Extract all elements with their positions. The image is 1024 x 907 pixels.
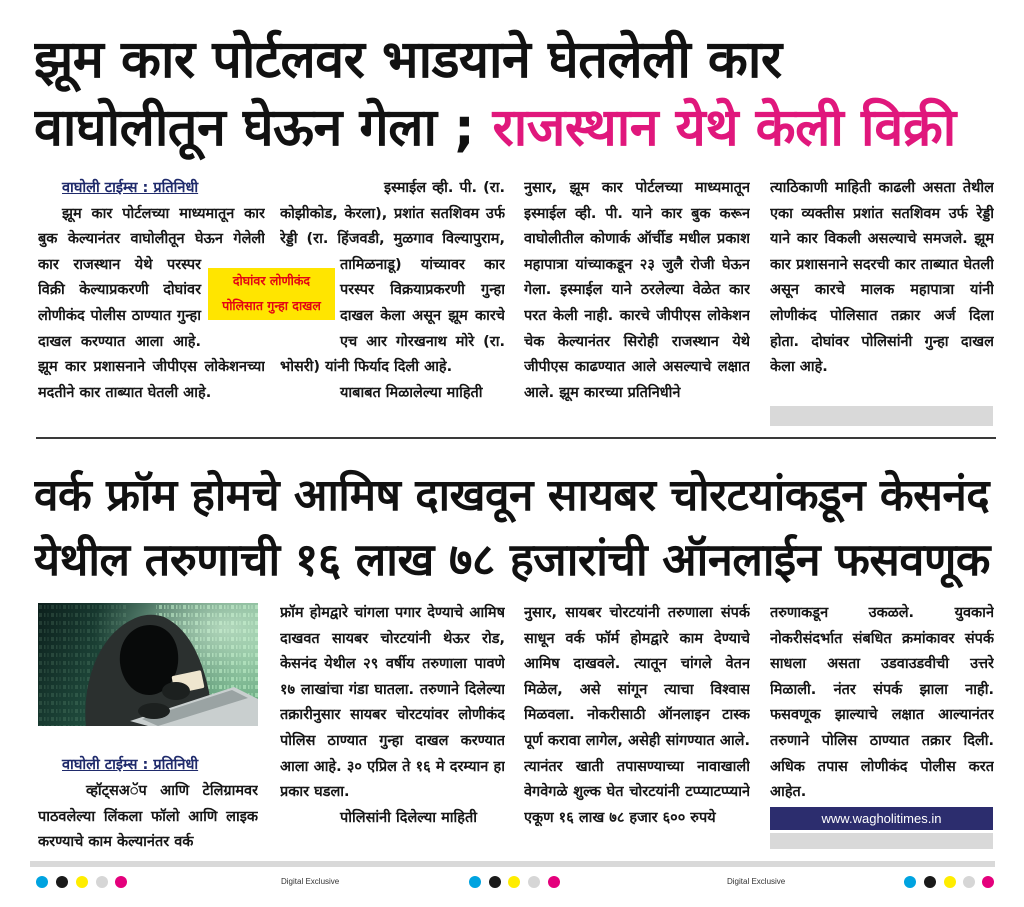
registration-dot-cyan (904, 876, 916, 888)
article-2-column-2-paragraph-2 (280, 806, 505, 832)
headline-1-line-2-accent: राजस्थान येथे केली विक्री (492, 98, 956, 158)
article-1-column-4-text: त्याठिकाणी माहिती काढली असता तेथील एका व्यक्तीस प्रशांत सतशिवम उर्फ रेड्डी याने कार विकली असल्याचे समजले. झूम कार प्रशासनाने सदरची कार ताब्यात घेतली असून कारचे मालक महापात्रा यांनी लोणीकंद पोलिसात तक्रार अर्ज दिला होता. दोघांवर पोलिसांनी गुन्हा दाखल केला आहे. (770, 180, 994, 376)
article-2-column-2-text-1: फ्रॉम होमद्वारे चांगला पगार देण्याचे आमिष दाखवत सायबर चोरटयांनी थेऊर रोड, केसनंद येथील २९ वर्षीय तरुणाला पावणे १७ लाखांचा गंडा घातला. तरुणाने दिलेल्या तक्रारीनुसार सायबर चोरटयांवर लोणीकंद पोलिस ठाण्यात गुन्हा दाखल करण्यात आला आहे. ३० एप्रिल ते १६ मे दरम्यान हा प्रकार घडला. (280, 605, 505, 801)
section-divider (36, 437, 996, 439)
registration-dot-grey (963, 876, 975, 888)
headline-2-line-2: येथील तरुणाची १६ लाख ७८ हजारांची ऑनलाईन फसवणूक (34, 533, 990, 586)
article-2-column-2-paragraph-1 (280, 601, 505, 806)
registration-dot-black (56, 876, 68, 888)
callout-line-1: दोघांवर लोणीकंद (232, 273, 311, 288)
registration-dot-cyan (36, 876, 48, 888)
article-1-column-2-text-2: याबाबत मिळालेल्या माहिती (340, 384, 483, 401)
gloved-hand-left (138, 703, 170, 719)
headline-1-line-1: झूम कार पोर्टलवर भाडयाने घेतलेली कार (34, 30, 782, 90)
article-2-column-4-text: तरुणाकडून उकळले. युवकाने नोकरीसंदर्भात संबधित क्रमांकावर संपर्क साधला असता उडवाउडवीची उत्तरे मिळाली. नंतर संपर्क झाला नाही. फसवणूक झाल्याचे लक्षात आल्यानंतर तरुणाने पोलिस ठाण्यात तक्रार दिली. अधिक तपास लोणीकंद पोलीस करत आहेत. (770, 605, 994, 801)
headline-1-line-2 (34, 96, 996, 162)
registration-dot-yellow (76, 876, 88, 888)
article-1-column-3 (524, 176, 750, 433)
registration-dot-magenta (982, 876, 994, 888)
article-2-column-4 (770, 601, 994, 806)
website-box: www.wagholitimes.in (770, 807, 993, 830)
registration-dot-grey (96, 876, 108, 888)
article-2-end-bar (770, 833, 993, 849)
footer-label-left: Digital Exclusive (281, 877, 340, 886)
article-2-column-3-text: नुसार, सायबर चोरटयांनी तरुणाला संपर्क साधून वर्क फॉर्म होमद्वारे काम देण्याचे आमिष दाखवले. त्यातून चांगले वेतन मिळेल, असे सांगून त्याचा विश्वास मिळवला. नोकरीसाठी ऑनलाइन टास्क पूर्ण करावा लागेल, असेही सांगण्यात आले. त्यानंतर खाती तपासण्याच्या नावाखाली वेगवेगळे शुल्क घेत चोरटयांनी टप्प्याटप्प्याने एकूण १६ लाख ७८ हजार ६०० रुपये (524, 605, 750, 826)
article-2-column-2-text-2: पोलिसांनी दिलेल्या माहिती (340, 809, 478, 826)
article-1-byline: वाघोली टाईम्स : प्रतिनिधी (62, 180, 199, 196)
headline-2-line-1: वर्क फ्रॉम होमचे आमिष दाखवून सायबर चोरटयांकडून केसनंद (34, 470, 990, 521)
article-2-byline-wrap (38, 753, 265, 779)
article-1-column-4-paragraph (770, 176, 994, 381)
article-1-end-bar (770, 406, 993, 426)
article-1-column-3-paragraph (524, 176, 750, 406)
registration-dot-black (489, 876, 501, 888)
registration-dot-yellow (944, 876, 956, 888)
registration-dot-yellow (508, 876, 520, 888)
article-1-column-2-text-1: इस्माईल व्ही. पी. (रा. कोझीकोड, केरला), प्रशांत सतशिवम उर्फ रेड्डी (रा. हिंजवडी, मुळगाव विल्यापुराम, तामिळनाडू) यांच्यावर कार परस्पर विक्रयाप्रकरणी गुन्हा दाखल केला असून झूम कारचे एच आर गोरखनाथ मोरे (रा. भोसरी) यांनी फिर्याद दिली आहे. (280, 180, 505, 376)
hacker-image (38, 603, 258, 726)
article-2-column-3-paragraph (524, 601, 750, 831)
registration-dot-black (924, 876, 936, 888)
registration-dot-magenta (548, 876, 560, 888)
article-2-column-4-paragraph (770, 601, 994, 806)
registration-dot-grey (528, 876, 540, 888)
footer-label-center: Digital Exclusive (727, 877, 786, 886)
registration-dot-magenta (115, 876, 127, 888)
article-2-column-1-paragraph (38, 779, 258, 856)
headline-1-line-2-black: वाघोलीतून घेऊन गेला ; (34, 98, 475, 158)
article-2-column-1-text: व्हॉट्सअॅप आणि टेलिग्रामवर पाठवलेल्या लिंकला फॉलो आणि लाइक करण्याचे काम केल्यानंतर वर्क (38, 783, 258, 851)
callout-box (208, 268, 335, 320)
registration-dot-cyan (469, 876, 481, 888)
article-2-column-2 (280, 601, 505, 858)
article-1-column-3-text: नुसार, झूम कार पोर्टलच्या माध्यमातून इस्माईल व्ही. पी. याने कार बुक करून वाघोलीतील कोणार्क ऑर्चीड मधील प्रकाश महापात्रा यांच्याकडून २३ जुलै रोजी घेऊन गेला. इस्माईल याने ठरलेल्या वेळेत कार परत केली नाही. कारचे जीपीएस लोकेशन चेक केल्यानंतर सिरोही राजस्थान येथे जीपीएस काढण्यात आले असल्याचे लक्षात आले. झूम कारच्या प्रतिनिधीने (524, 180, 750, 401)
callout-line-2: पोलिसात गुन्हा दाखल (222, 298, 321, 313)
article-1-column-4 (770, 176, 994, 405)
gloved-hand (162, 682, 190, 700)
article-1-column-1-text: झूम कार पोर्टलच्या माध्यमातून कार बुक केल्यानंतर वाघोलीतून घेऊन गेलेली कार राजस्थान येथे परस्पर विक्री केल्याप्रकरणी दोघांवर लोणीकंद पोलीस ठाण्यात गुन्हा दाखल करण्यात आला आहे. झूम कार प्रशासनाने जीपीएस लोकेशनच्या मदतीने कार ताब्यात घेतली आहे. (38, 205, 265, 401)
article-2-column-1 (38, 779, 258, 857)
article-1-column-2-paragraph-2 (280, 381, 505, 407)
article-2-byline: वाघोली टाईम्स : प्रतिनिधी (62, 757, 199, 773)
article-2-column-3 (524, 601, 750, 858)
footer-rule (30, 861, 995, 867)
